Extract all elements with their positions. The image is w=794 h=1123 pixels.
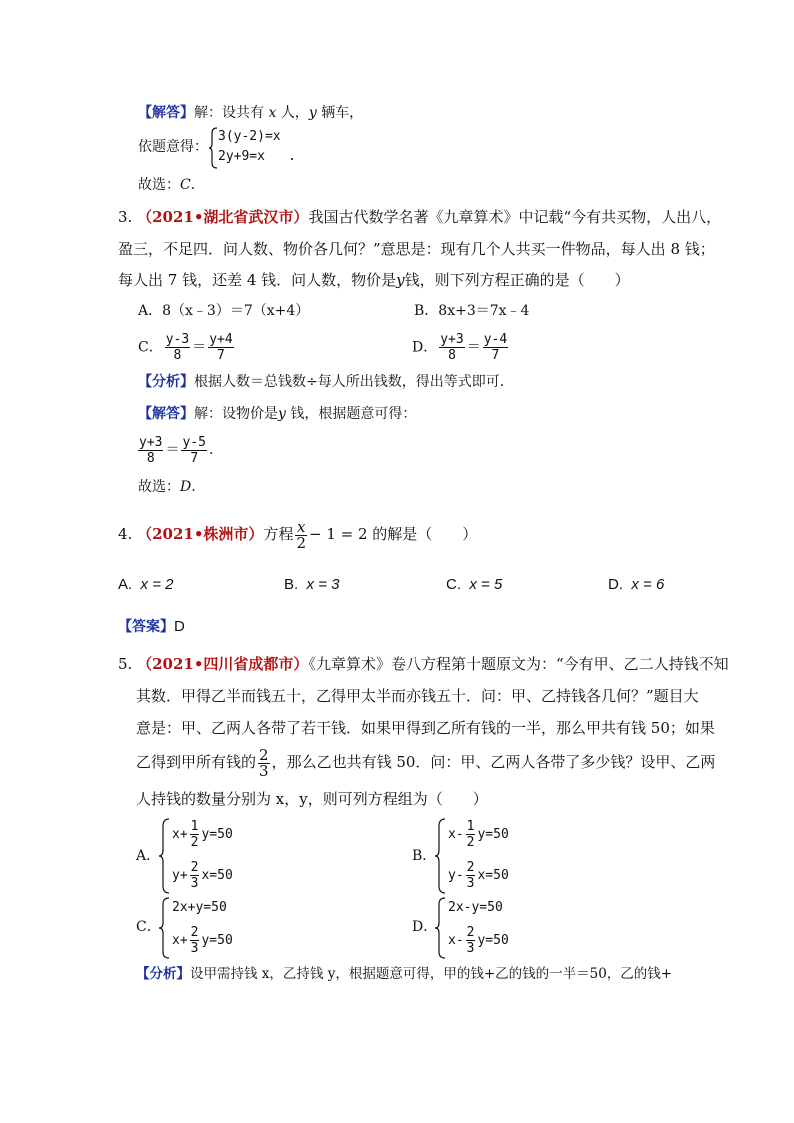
fraction: $\frac{2}{3}$ [466,860,475,891]
q3-option-b: B．8x+3＝7x﹣4 [414,303,530,319]
q3-answer-equation: $\frac{y+3}{8}$ ＝ $\frac{y-5}{7}$ . [139,434,214,466]
q5-option-b-system: x- $\frac{1}{2}$ y=50 y- $\frac{2}{3}$ x=50 [434,818,574,894]
solution-tag: 【解答】 [138,406,194,422]
question-source: （2021•株洲市） [137,525,264,543]
q5-line1: 5. （2021•四川省成都市）《九章算术》卷八方程第十题原文为：“今有甲、乙二人持钱不知 [118,655,729,673]
answer-tag: 【答案】 [118,619,174,635]
q5-option-c-system: 2x+y=50 x+ $\frac{2}{3}$ y=50 [158,897,298,959]
q2-eq-end: . [288,149,296,164]
question-number: 3. [118,208,133,226]
analysis-tag: 【分析】 [136,966,190,982]
q4-option-b: B. x = 3 [284,576,340,593]
fraction: $\frac{y+3}{8}$ [440,332,464,363]
q3-line3: 每人出 7 钱，还差 4 钱．问人数，物价是y钱，则下列方程正确的是（ ） [118,271,630,289]
q5-analysis: 【分析】设甲需持钱 x，乙持钱 y，根据题意可得，甲的钱+乙的钱的一半＝50，乙的钱+ [136,966,673,982]
q2-eq1: 3(y-2)=x [218,129,281,144]
q4-option-c: C. x = 5 [446,576,503,593]
fraction: $\frac{1}{2}$ [466,819,475,850]
fraction: $\frac{x}{2}$ [296,517,306,552]
fraction: $\frac{1}{2}$ [190,819,199,850]
q3-option-c: C． $\frac{y-3}{8}$ ＝ $\frac{y+4}{7}$ [138,332,233,363]
q5-option-d-system: 2x-y=50 x- $\frac{2}{3}$ y=50 [434,897,574,959]
question-number: 4. [118,525,133,543]
q3-option-a: A．8（x﹣3）＝7（x+4） [138,303,310,319]
fraction: $\frac{y-4}{7}$ [483,332,508,363]
q2-choose: 故选：C. [138,177,196,193]
fraction: $\frac{2}{3}$ [190,860,199,891]
q3-choose: 故选：D. [138,479,196,495]
brace-icon [158,818,170,894]
q4-answer: 【答案】D [118,618,185,635]
q3-line2: 盈三，不足四．问人数、物价各几何？”意思是：现有几个人共买一件物品，每人出 8 钱； [118,240,715,258]
fraction: $\frac{y-5}{7}$ [182,434,206,466]
q5-option-a-label: A． [136,848,161,864]
analysis-tag: 【分析】 [138,374,194,390]
q5-option-a-system: x+ $\frac{1}{2}$ y=50 y+ $\frac{2}{3}$ x=50 [158,818,298,894]
q2-equation-system [208,127,328,169]
brace-icon [434,818,446,894]
q2-eq2: 2y+9=x [218,149,265,164]
brace-icon [434,897,446,959]
q5-line4: 乙得到甲所有钱的 $\frac{2}{3}$ ，那么乙也共有钱 50．问：甲、乙两人各带了多少钱？设甲、乙两 [136,745,716,780]
q5-option-d-label: D． [412,919,438,935]
q5-line2: 其数．甲得乙半而钱五十，乙得甲太半而亦钱五十．问：甲、乙持钱各几何？”题目大 [136,687,699,705]
q4-stem: 4. （2021•株洲市）方程 $\frac{x}{2}$ − 1 = 2 的解是（ ） [118,517,478,552]
q2-eq-intro: 依题意得： [138,139,208,155]
q3-analysis: 【分析】根据人数＝总钱数÷每人所出钱数，得出等式即可． [138,374,514,390]
q3-solution: 【解答】解：设物价是y 钱，根据题意可得： [138,406,417,422]
fraction: $\frac{y-3}{8}$ [165,332,190,363]
q4-option-d: D. x = 6 [608,576,665,593]
q3-line1: 3. （2021•湖北省武汉市）我国古代数学名著《九章算术》中记载“今有共买物，人出八， [118,208,722,226]
brace-icon [208,127,218,169]
q5-option-b-label: B． [412,848,437,864]
brace-icon [158,897,170,959]
question-source: （2021•四川省成都市） [137,655,309,673]
question-source: （2021•湖北省武汉市） [137,208,309,226]
q5-line5: 人持钱的数量分别为 x，y，则可列方程组为（ ） [136,790,488,808]
fraction: $\frac{2}{3}$ [259,745,269,780]
fraction: $\frac{y+3}{8}$ [139,434,163,466]
q2-solution-line: 【解答】解：设共有 x 人，y 辆车， [138,105,364,121]
q5-line3: 意是：甲、乙两人各带了若干钱．如果甲得到乙所有钱的一半，那么甲共有钱 50；如果 [136,719,715,737]
fraction: $\frac{y+4}{7}$ [209,332,233,363]
q3-option-d: D． $\frac{y+3}{8}$ ＝ $\frac{y-4}{7}$ [412,332,508,363]
solution-tag: 【解答】 [138,105,194,121]
fraction: $\frac{2}{3}$ [466,925,475,956]
q4-option-a: A. x = 2 [118,576,174,593]
question-number: 5. [118,655,133,673]
fraction: $\frac{2}{3}$ [190,925,199,956]
q5-option-c-label: C． [136,919,161,935]
